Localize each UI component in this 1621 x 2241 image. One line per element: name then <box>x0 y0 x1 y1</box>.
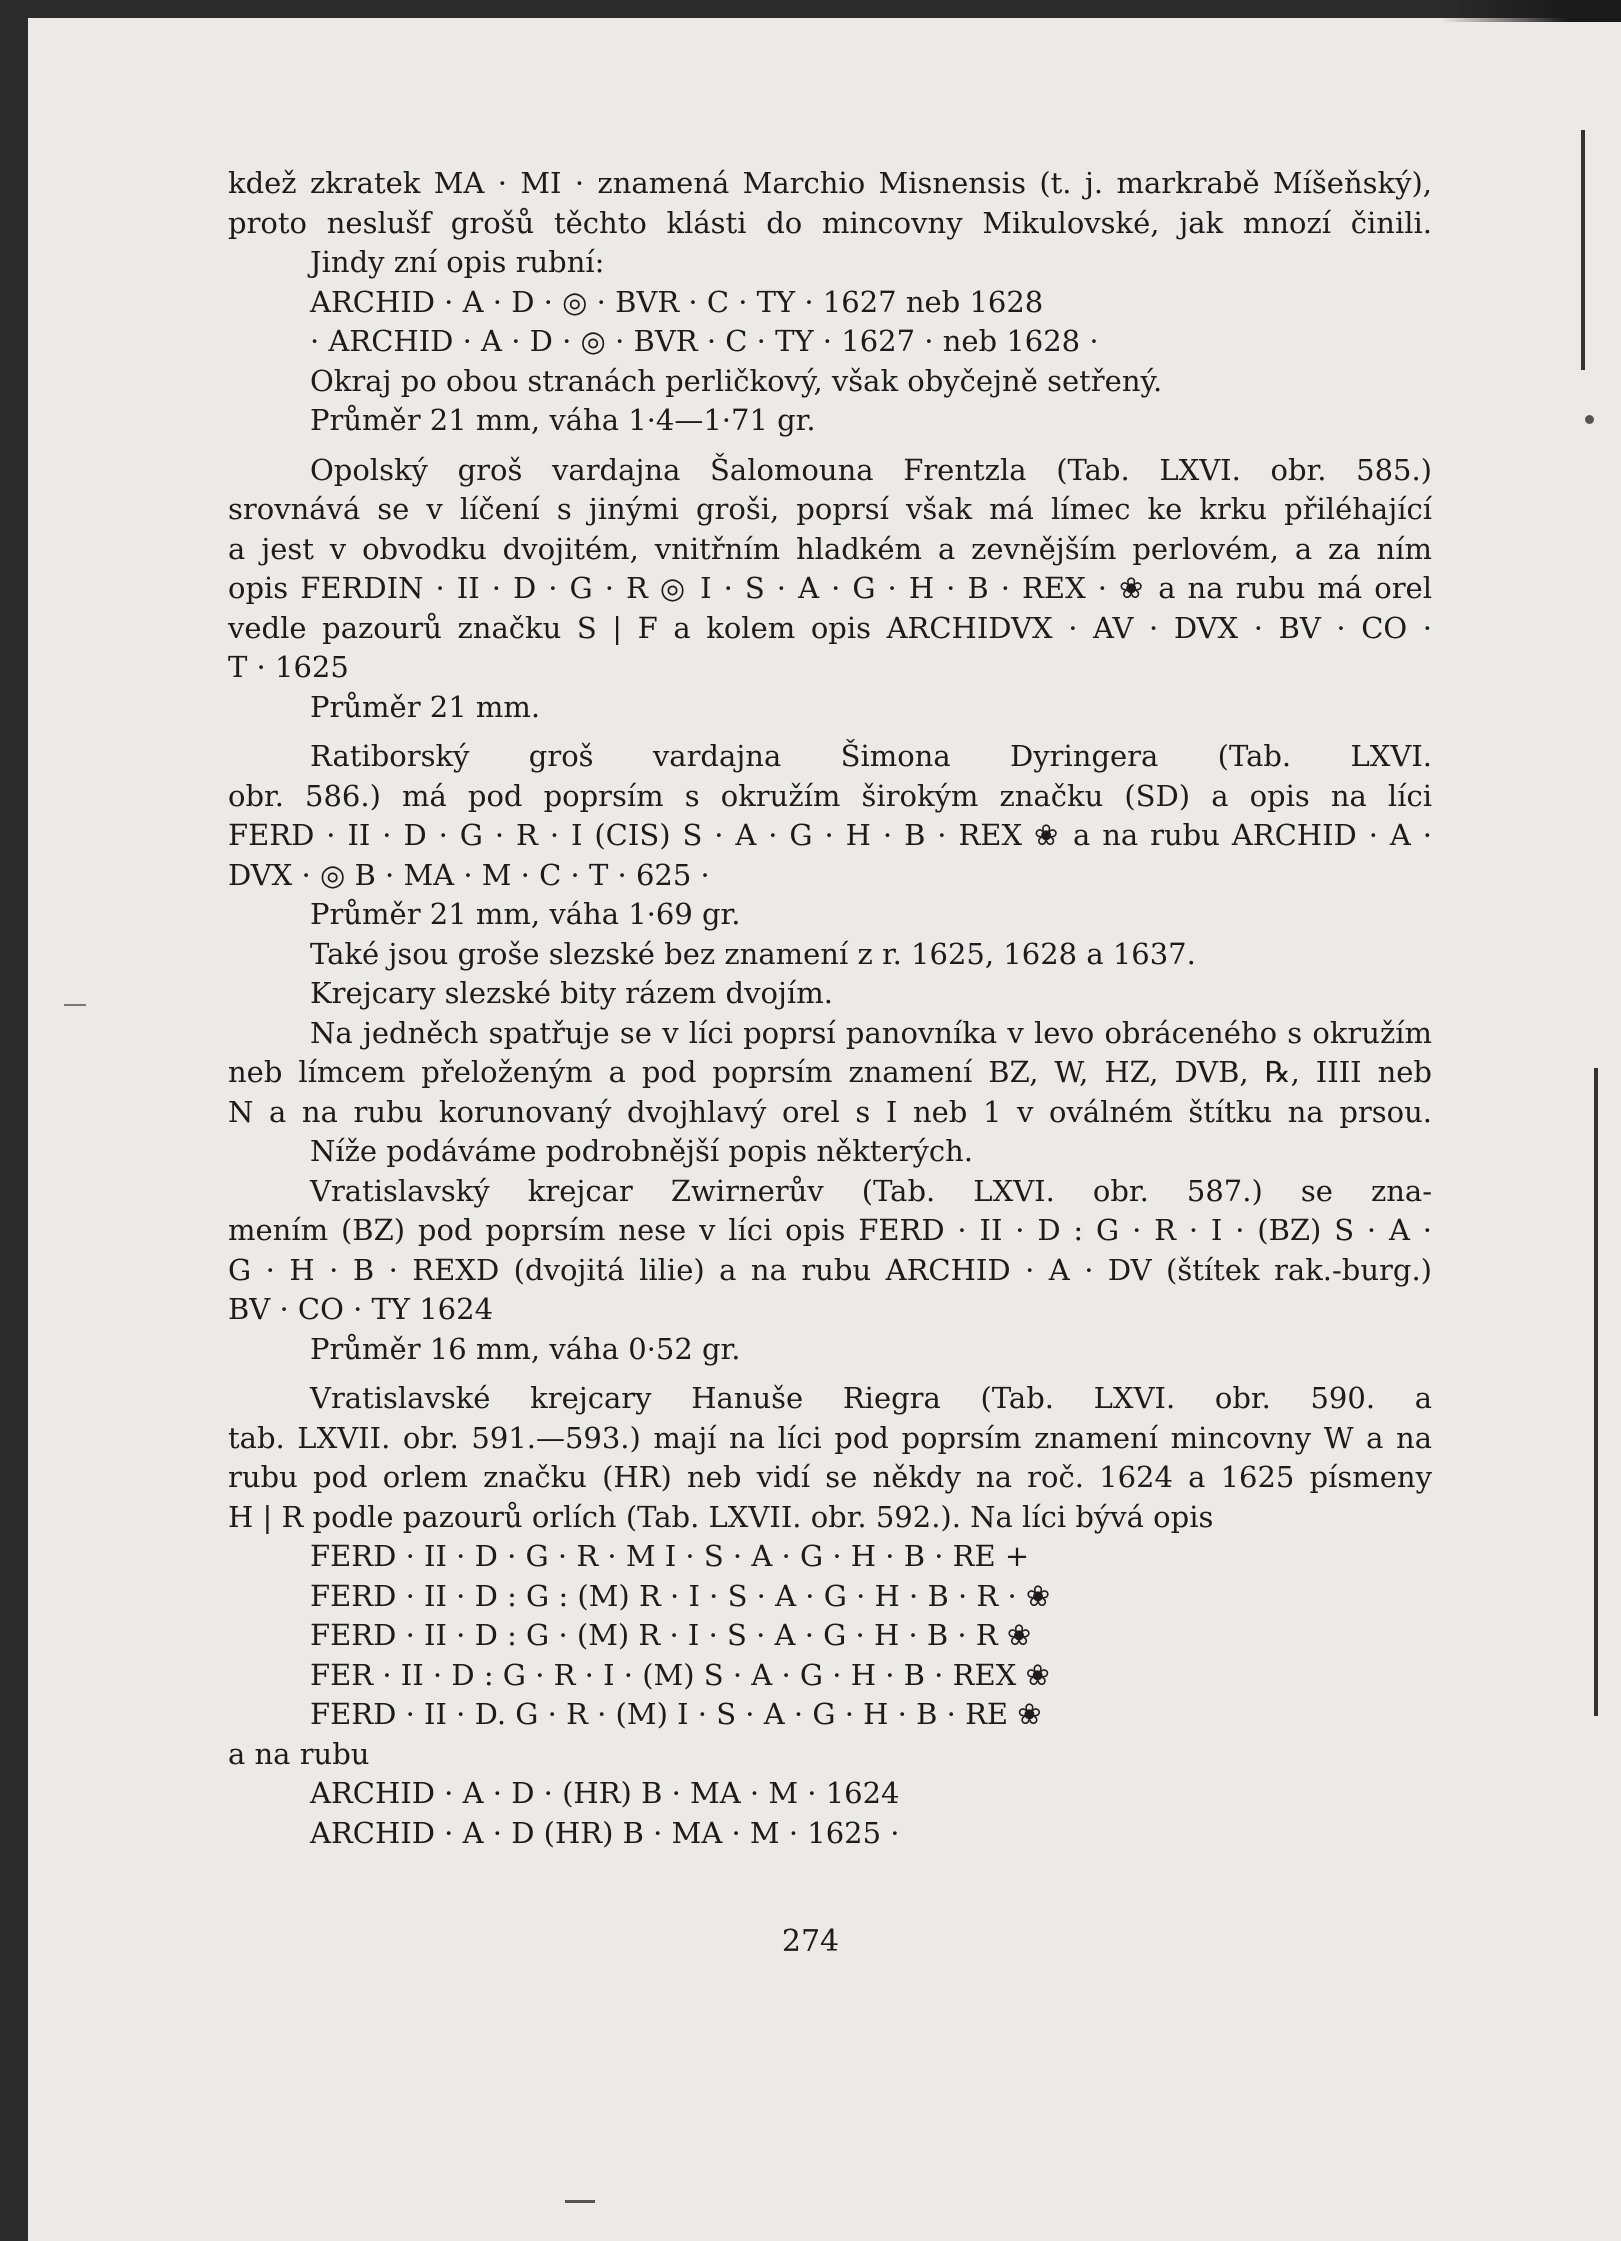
scan-edge-shadow <box>1440 0 1621 22</box>
text-line: DVX · ◎ B · MA · M · C · T · 625 · <box>228 857 710 892</box>
text-line: FERD · II · D : G : (M) R · I · S · A · G · H · B · R · ❀ <box>310 1578 1051 1613</box>
page-text <box>228 164 1432 1853</box>
text-line: Okraj po obou stranách perličkový, však obyčejně setřený. <box>310 363 1163 398</box>
text-line: Níže podáváme podrobnější popis některých. <box>310 1134 973 1168</box>
text-line: Průměr 21 mm. <box>310 689 541 724</box>
text-line: BV · CO · TY 1624 <box>228 1292 494 1326</box>
text-line: rubu pod orlem značku (HR) neb vidí se někdy na roč. 1624 a 1625 písmeny <box>228 1460 1432 1494</box>
text-line: Průměr 16 mm, váha 0·52 gr. <box>310 1331 741 1366</box>
text-line: Na jedněch spatřuje se v líci poprsí panovníka v levo obráceného s okružím <box>310 1015 1432 1050</box>
text-line: obr. 586.) má pod poprsím s okružím širokým značku (SD) a opis na líci <box>228 778 1432 813</box>
text-line: ARCHID · A · D · ◎ · BVR · C · TY · 1627 neb 1628 <box>310 284 1044 319</box>
text-line: Jindy zní opis rubní: <box>310 245 605 279</box>
text-line: FERD · II · D. G · R · (M) I · S · A · G · H · B · RE ❀ <box>310 1697 1042 1731</box>
text-line: Průměr 21 mm, váha 1·69 gr. <box>310 897 741 931</box>
text-line: opis FERDIN · II · D · G · R ◎ I · S · A · G · H · B · REX · ❀ a na rubu má orel <box>228 571 1432 605</box>
text-line: G · H · B · REXD (dvojitá lilie) a na rubu ARCHID · A · DV (štítek rak.-burg.) <box>228 1252 1432 1287</box>
margin-tick-right <box>1585 415 1594 424</box>
text-line: srovnává se v líčení s jinými groši, poprsí však má límec ke krku přiléhající <box>228 492 1432 526</box>
text-line: FERD · II · D · G · R · M I · S · A · G · H · B · RE + <box>310 1539 1030 1573</box>
text-line: Krejcary slezské bity rázem dvojím. <box>310 976 833 1010</box>
text-line: ARCHID · A · D · (HR) B · MA · M · 1624 <box>310 1776 900 1810</box>
bottom-dash <box>565 2200 595 2203</box>
text-line: T · 1625 <box>228 650 349 684</box>
text-line: Ratiborský groš vardajna Šimona Dyringera (Tab. LXVI. <box>310 739 1432 773</box>
text-line: neb límcem přeloženým a pod poprsím znamení BZ, W, HZ, DVB, ℞, IIII neb <box>228 1055 1432 1089</box>
text-line: Průměr 21 mm, váha 1·4—1·71 gr. <box>310 403 816 437</box>
text-line: ARCHID · A · D (HR) B · MA · M · 1625 · <box>310 1815 900 1850</box>
page-number: 274 <box>781 1924 840 1959</box>
margin-bar-bottom <box>1594 1068 1598 1716</box>
text-line: tab. LXVII. obr. 591.—593.) mají na líci pod poprsím znamení mincovny W a na <box>228 1420 1432 1455</box>
text-line: mením (BZ) pod poprsím nese v líci opis FERD · II · D : G · R · I · (BZ) S · A · <box>228 1213 1432 1247</box>
text-line: kdež zkratek MA · MI · znamená Marchio Misnensis (t. j. markrabě Míšeňský), <box>228 166 1432 200</box>
text-line: FERD · II · D : G · (M) R · I · S · A · G · H · B · R ❀ <box>310 1618 1032 1652</box>
text-line: FERD · II · D · G · R · I (CIS) S · A · G · H · B · REX ❀ a na rubu ARCHID · A · <box>228 818 1432 852</box>
text-line: N a na rubu korunovaný dvojhlavý orel s I neb 1 v oválném štítku na prsou. <box>228 1094 1432 1129</box>
text-line: Také jsou groše slezské bez znamení z r. 1625, 1628 a 1637. <box>310 936 1196 971</box>
margin-dash-left <box>64 1004 86 1006</box>
text-line: a na rubu <box>228 1736 370 1771</box>
text-line: Vratislavské krejcary Hanuše Riegra (Tab. LXVI. obr. 590. a <box>310 1381 1432 1415</box>
text-line: a jest v obvodku dvojitém, vnitřním hladkém a zevnějším perlovém, a za ním <box>228 531 1432 566</box>
text-line: H | R podle pazourů orlích (Tab. LXVII. obr. 592.). Na líci bývá opis <box>228 1499 1214 1534</box>
text-line: Opolský groš vardajna Šalomouna Frentzla (Tab. LXVI. obr. 585.) <box>310 452 1432 487</box>
text-line: · ARCHID · A · D · ◎ · BVR · C · TY · 1627 · neb 1628 · <box>310 324 1099 358</box>
text-line: vedle pazourů značku S | F a kolem opis ARCHIDVX · AV · DVX · BV · CO · <box>228 610 1432 645</box>
margin-bar-top <box>1581 130 1585 370</box>
text-line: proto neslušf grošů těchto klásti do mincovny Mikulovské, jak mnozí činili. <box>228 205 1432 240</box>
text-line: FER · II · D : G · R · I · (M) S · A · G · H · B · REX ❀ <box>310 1657 1050 1692</box>
text-line: Vratislavský krejcar Zwirnerův (Tab. LXVI. obr. 587.) se zna- <box>310 1173 1432 1208</box>
